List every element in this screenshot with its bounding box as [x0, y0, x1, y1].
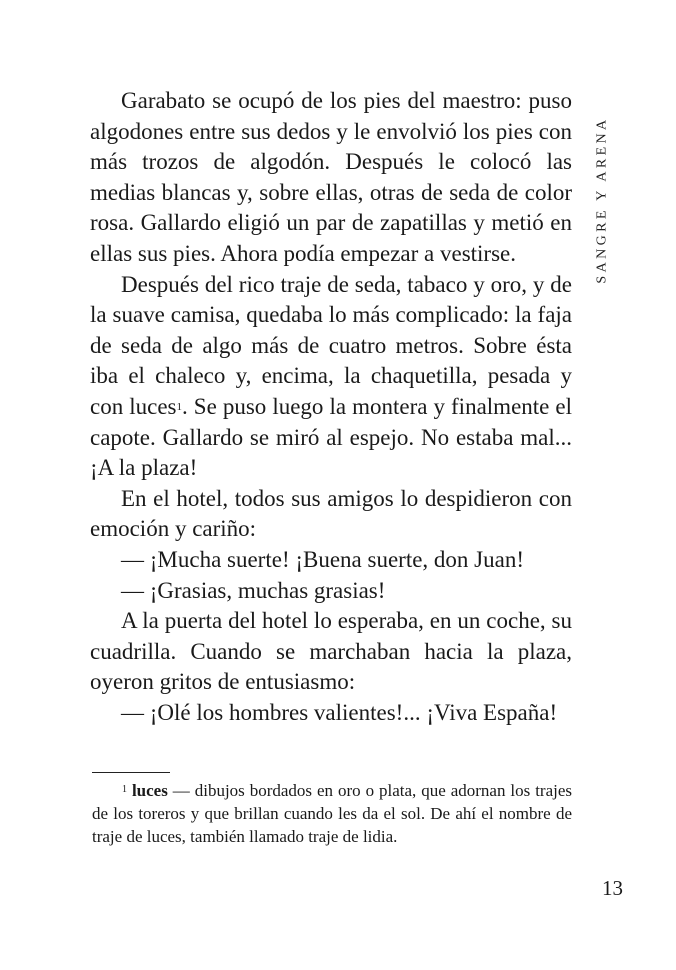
paragraph: A la puerta del hotel lo esperaba, en un coche, su cuadrilla. Cuando se marchaban hacia la plaza, oyeron gritos de entusiasmo:	[90, 608, 572, 695]
paragraph: Después del rico traje de seda, tabaco y oro, y de la suave camisa, quedaba lo más complicado: la faja de seda de algo más de cuatro metros. Sobre ésta iba el chaleco y, encima, la chaquetilla, pesada y con luces$^1$. Se puso luego la montera y finalmente el capote. Gallardo se miró al espejo. No estaba mal... ¡A la plaza!	[90, 271, 573, 481]
paragraph: En el hotel, todos sus amigos lo despidieron con emoción y cariño:	[90, 485, 572, 542]
dialogue-line: — ¡Mucha suerte! ¡Buena suerte, don Juan!	[121, 546, 525, 572]
footnote-text	[92, 780, 572, 848]
footnote-divider	[92, 772, 170, 773]
running-head-text: SANGRE Y ARENA	[595, 116, 611, 284]
page-number: 13	[602, 876, 623, 900]
footnote-number: 1	[122, 784, 127, 795]
body-text	[90, 86, 572, 728]
dialogue-line: — ¡Grasias, muchas grasias!	[121, 577, 386, 603]
footnote-definition: — dibujos bordados en oro o plata, que adornan los trajes de los toreros y que brillan cuando les da el sol. De ahí el nombre de traje de luces, también llamado traje de lidia.	[92, 781, 573, 846]
running-head	[591, 100, 615, 300]
footnote-reference[interactable]: 1	[176, 400, 183, 413]
footnote-term: luces	[131, 781, 168, 800]
footnote	[92, 780, 572, 848]
dialogue-line: — ¡Olé los hombres valientes!... ¡Viva España!	[121, 699, 558, 725]
paragraph: Garabato se ocupó de los pies del maestro: puso algodones entre sus dedos y le envolvió los pies con más trozos de algodón. Después le colocó las medias blancas y, sobre ellas, otras de seda de color rosa. Gallardo eligió un par de zapatillas y metió en ellas sus pies. Ahora podía empezar a vestirse.	[90, 88, 572, 266]
